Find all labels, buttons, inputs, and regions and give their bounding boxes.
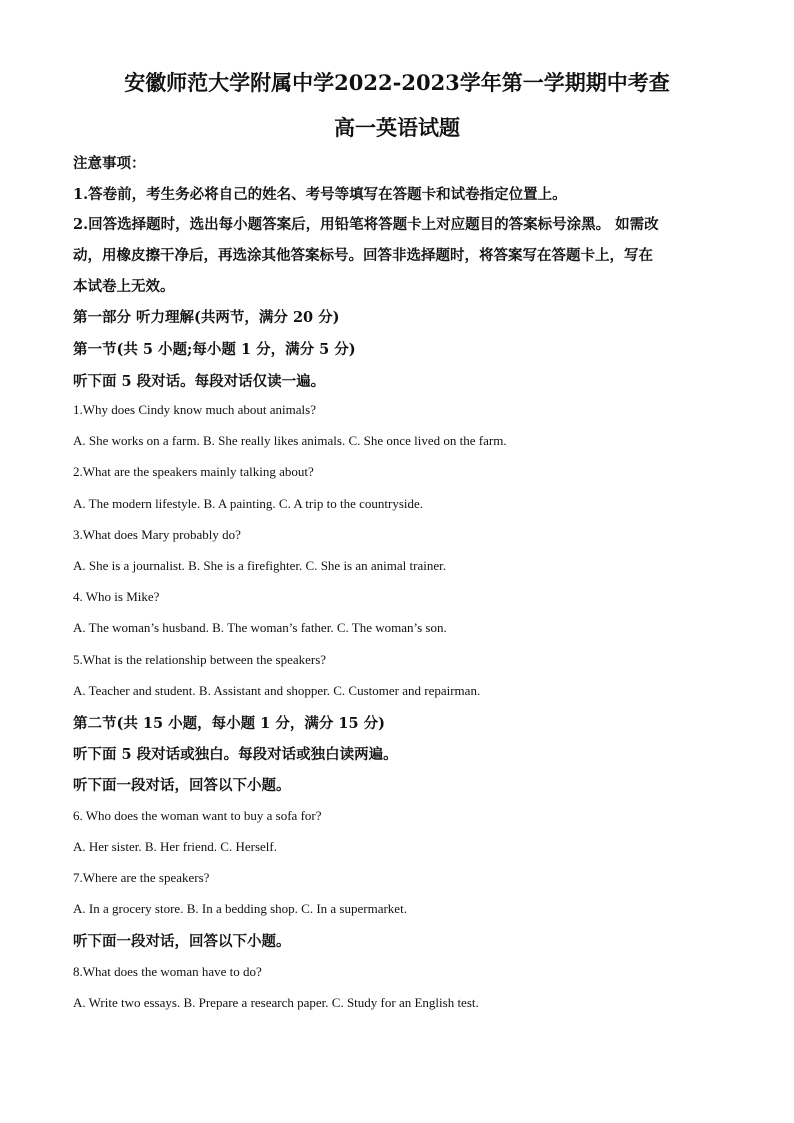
question-6-options: A. Her sister. B. Her friend. C. Herself. [73, 839, 277, 854]
section1-instruction: 听下面 5 段对话。每段对话仅读一遍。 [73, 373, 326, 390]
question-3-stem: 3.What does Mary probably do? [73, 527, 241, 542]
question-1-stem: 1.Why does Cindy know much about animals? [73, 402, 316, 417]
question-7-stem: 7.Where are the speakers? [73, 870, 210, 885]
notes-item-1: 1.答卷前，考生务必将自己的姓名、考号等填写在答题卡和试卷指定位置上。 [73, 186, 567, 203]
question-2-options: A. The modern lifestyle. B. A painting. C. A trip to the countryside. [73, 496, 424, 511]
question-8-stem: 8.What does the woman have to do? [73, 964, 262, 979]
question-3-options: A. She is a journalist. B. She is a firefighter. C. She is an animal trainer. [73, 558, 446, 573]
question-5-options: A. Teacher and student. B. Assistant and shopper. C. Customer and repairman. [73, 683, 481, 698]
section1-heading: 第一节(共 5 小题;每小题 1 分，满分 5 分) [73, 341, 356, 358]
question-4-options: A. The woman’s husband. B. The woman’s father. C. The woman’s son. [73, 620, 447, 635]
question-7-options: A. In a grocery store. B. In a bedding shop. C. In a supermarket. [73, 901, 407, 916]
question-8-options: A. Write two essays. B. Prepare a research paper. C. Study for an English test. [73, 995, 479, 1010]
group-instruction: 听下面一段对话，回答以下小题。 [73, 933, 291, 950]
exam-title: 安徽师范大学附属中学2022-2023学年第一学期期中考查 [124, 70, 670, 95]
question-1-options: A. She works on a farm. B. She really likes animals. C. She once lived on the farm. [73, 433, 507, 448]
notes-item-2-line-3: 本试卷上无效。 [73, 278, 175, 295]
section2-heading: 第二节(共 15 小题，每小题 1 分，满分 15 分) [73, 715, 385, 732]
question-4-stem: 4. Who is Mike? [73, 589, 160, 604]
notes-heading: 注意事项： [73, 155, 146, 172]
notes-item-2-line-1: 2.回答选择题时，选出每小题答案后，用铅笔将答题卡上对应题目的答案标号涂黑。 如需改 [73, 216, 659, 233]
section2-instruction: 听下面 5 段对话或独白。每段对话或独白读两遍。 [73, 746, 398, 763]
question-5-stem: 5.What is the relationship between the speakers? [73, 652, 327, 667]
question-2-stem: 2.What are the speakers mainly talking about? [73, 464, 314, 479]
exam-subtitle: 高一英语试题 [334, 115, 460, 140]
notes-item-2-line-2: 动，用橡皮擦干净后，再选涂其他答案标号。回答非选择题时，将答案写在答题卡上，写在 [73, 247, 653, 264]
question-6-stem: 6. Who does the woman want to buy a sofa for? [73, 808, 322, 823]
part1-heading: 第一部分 听力理解(共两节，满分 20 分) [73, 309, 340, 326]
group-instruction: 听下面一段对话，回答以下小题。 [73, 777, 291, 794]
